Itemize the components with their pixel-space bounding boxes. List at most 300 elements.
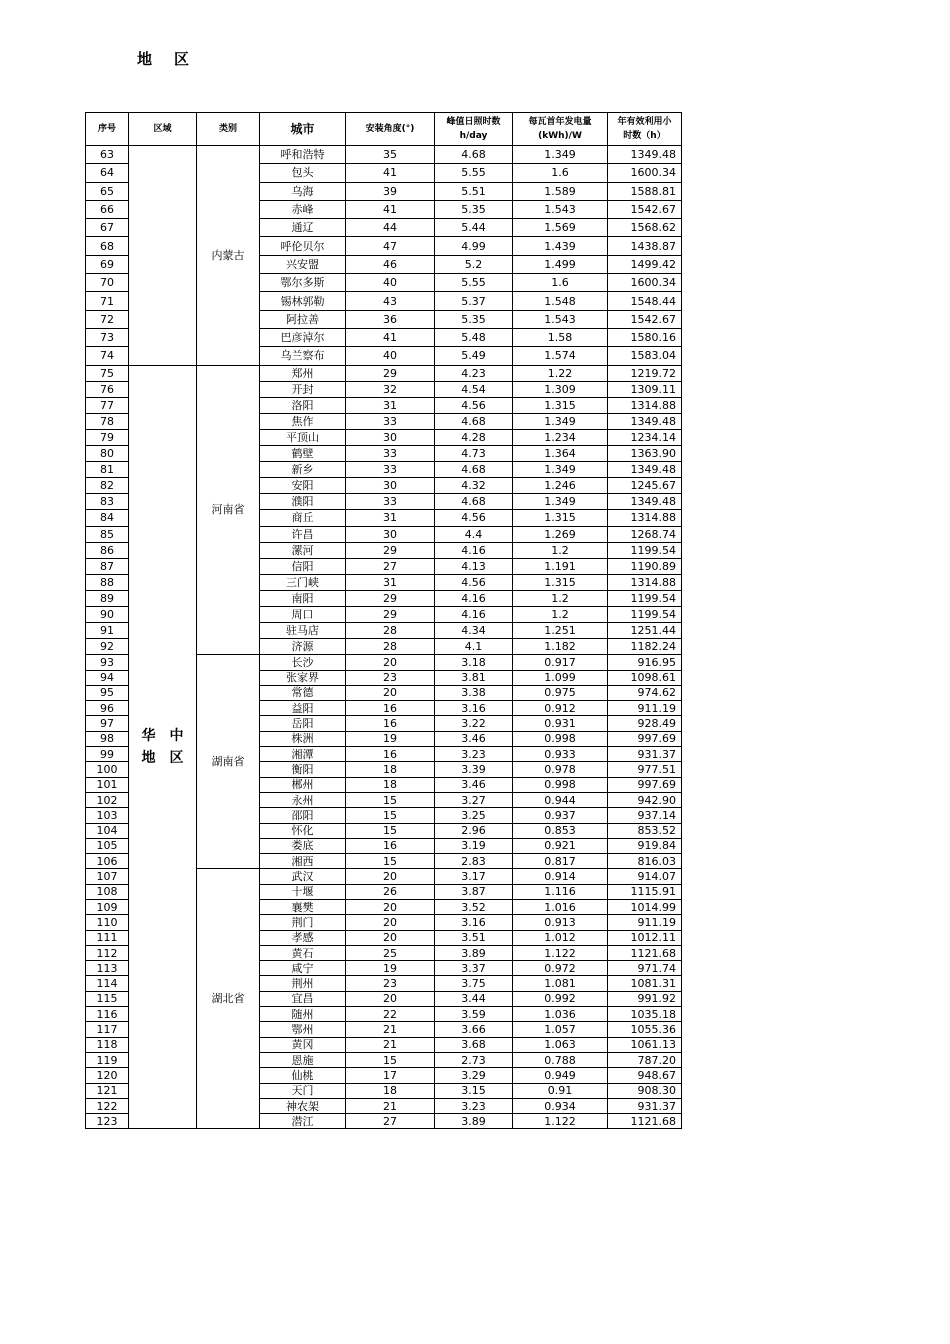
cell-sun-hours: 4.56: [435, 510, 513, 526]
cell-util-hours: 1349.48: [608, 494, 682, 510]
cell-util-hours: 1061.13: [608, 1037, 682, 1052]
cell-city: 湘潭: [260, 747, 346, 762]
cell-angle: 33: [346, 413, 435, 429]
cell-util-hours: 919.84: [608, 838, 682, 853]
cell-sun-hours: 5.2: [435, 255, 513, 273]
cell-angle: 15: [346, 854, 435, 869]
cell-kwh: 1.574: [513, 347, 608, 365]
cell-sun-hours: 4.13: [435, 558, 513, 574]
cell-util-hours: 1542.67: [608, 200, 682, 218]
cell-angle: 26: [346, 884, 435, 899]
cell-index: 94: [86, 670, 129, 685]
cell-index: 92: [86, 639, 129, 655]
cell-sun-hours: 4.1: [435, 639, 513, 655]
cell-index: 115: [86, 991, 129, 1006]
cell-angle: 15: [346, 1052, 435, 1067]
cell-index: 81: [86, 462, 129, 478]
cell-sun-hours: 3.25: [435, 808, 513, 823]
cell-angle: 30: [346, 478, 435, 494]
heading-char-2: 区: [174, 50, 190, 68]
cell-sun-hours: 3.15: [435, 1083, 513, 1098]
cell-city: 娄底: [260, 838, 346, 853]
cell-index: 72: [86, 310, 129, 328]
cell-angle: 33: [346, 446, 435, 462]
cell-kwh: 1.543: [513, 200, 608, 218]
cell-angle: 20: [346, 869, 435, 884]
cell-angle: 20: [346, 991, 435, 1006]
cell-kwh: 1.315: [513, 510, 608, 526]
cell-angle: 30: [346, 526, 435, 542]
cell-util-hours: 1115.91: [608, 884, 682, 899]
cell-kwh: 1.246: [513, 478, 608, 494]
cell-kwh: 1.315: [513, 574, 608, 590]
cell-util-hours: 1363.90: [608, 446, 682, 462]
cell-angle: 36: [346, 310, 435, 328]
cell-util-hours: 1499.42: [608, 255, 682, 273]
cell-index: 101: [86, 777, 129, 792]
cell-city: 永州: [260, 792, 346, 807]
header-area: 区域: [129, 113, 197, 146]
cell-index: 91: [86, 623, 129, 639]
table-row: [86, 146, 682, 164]
cell-util-hours: 931.37: [608, 747, 682, 762]
cell-util-hours: 971.74: [608, 961, 682, 976]
cell-util-hours: 997.69: [608, 731, 682, 746]
cell-city: 洛阳: [260, 397, 346, 413]
cell-util-hours: 1600.34: [608, 274, 682, 292]
cell-angle: 21: [346, 1022, 435, 1037]
cell-angle: 27: [346, 1114, 435, 1129]
cell-kwh: 1.116: [513, 884, 608, 899]
cell-util-hours: 911.19: [608, 701, 682, 716]
cell-kwh: 0.91: [513, 1083, 608, 1098]
cell-kwh: 1.016: [513, 900, 608, 915]
cell-index: 105: [86, 838, 129, 853]
cell-kwh: 0.937: [513, 808, 608, 823]
cell-index: 75: [86, 365, 129, 381]
cell-sun-hours: 5.55: [435, 274, 513, 292]
cell-index: 85: [86, 526, 129, 542]
cell-angle: 25: [346, 945, 435, 960]
cell-city: 信阳: [260, 558, 346, 574]
cell-sun-hours: 3.22: [435, 716, 513, 731]
cell-angle: 20: [346, 900, 435, 915]
cell-sun-hours: 3.66: [435, 1022, 513, 1037]
cell-sun-hours: 3.23: [435, 747, 513, 762]
cell-util-hours: 931.37: [608, 1098, 682, 1113]
cell-sun-hours: 3.18: [435, 655, 513, 670]
cell-util-hours: 1583.04: [608, 347, 682, 365]
cell-city: 邵阳: [260, 808, 346, 823]
category-cell: 内蒙古: [197, 146, 260, 366]
cell-sun-hours: 5.37: [435, 292, 513, 310]
cell-city: 鄂州: [260, 1022, 346, 1037]
cell-kwh: 1.012: [513, 930, 608, 945]
cell-index: 77: [86, 397, 129, 413]
cell-city: 周口: [260, 606, 346, 622]
solar-data-table: [85, 112, 682, 1129]
cell-index: 86: [86, 542, 129, 558]
cell-util-hours: 1309.11: [608, 381, 682, 397]
cell-kwh: 1.349: [513, 413, 608, 429]
cell-index: 104: [86, 823, 129, 838]
cell-angle: 22: [346, 1007, 435, 1022]
cell-city: 鹤壁: [260, 446, 346, 462]
cell-index: 80: [86, 446, 129, 462]
cell-sun-hours: 4.68: [435, 462, 513, 478]
cell-index: 95: [86, 685, 129, 700]
cell-index: 70: [86, 274, 129, 292]
cell-sun-hours: 3.52: [435, 900, 513, 915]
cell-sun-hours: 3.46: [435, 777, 513, 792]
cell-index: 68: [86, 237, 129, 255]
cell-index: 107: [86, 869, 129, 884]
cell-sun-hours: 3.51: [435, 930, 513, 945]
cell-kwh: 1.269: [513, 526, 608, 542]
cell-angle: 16: [346, 701, 435, 716]
cell-angle: 20: [346, 930, 435, 945]
cell-index: 119: [86, 1052, 129, 1067]
cell-angle: 15: [346, 808, 435, 823]
cell-kwh: 1.499: [513, 255, 608, 273]
header-city: 城市: [260, 113, 346, 146]
cell-sun-hours: 4.16: [435, 590, 513, 606]
cell-city: 恩施: [260, 1052, 346, 1067]
cell-sun-hours: 3.37: [435, 961, 513, 976]
cell-util-hours: 1542.67: [608, 310, 682, 328]
cell-city: 武汉: [260, 869, 346, 884]
cell-angle: 21: [346, 1037, 435, 1052]
cell-sun-hours: 2.83: [435, 854, 513, 869]
cell-util-hours: 977.51: [608, 762, 682, 777]
cell-util-hours: 853.52: [608, 823, 682, 838]
cell-kwh: 1.099: [513, 670, 608, 685]
cell-util-hours: 1055.36: [608, 1022, 682, 1037]
cell-kwh: 1.191: [513, 558, 608, 574]
cell-city: 焦作: [260, 413, 346, 429]
cell-util-hours: 1182.24: [608, 639, 682, 655]
cell-util-hours: 991.92: [608, 991, 682, 1006]
cell-city: 赤峰: [260, 200, 346, 218]
cell-kwh: 0.853: [513, 823, 608, 838]
cell-index: 123: [86, 1114, 129, 1129]
cell-angle: 20: [346, 915, 435, 930]
cell-sun-hours: 3.38: [435, 685, 513, 700]
cell-util-hours: 1035.18: [608, 1007, 682, 1022]
cell-city: 南阳: [260, 590, 346, 606]
cell-index: 100: [86, 762, 129, 777]
header-category: 类别: [197, 113, 260, 146]
cell-index: 78: [86, 413, 129, 429]
cell-city: 漯河: [260, 542, 346, 558]
cell-kwh: 1.251: [513, 623, 608, 639]
cell-kwh: 1.589: [513, 182, 608, 200]
cell-kwh: 1.036: [513, 1007, 608, 1022]
cell-sun-hours: 4.34: [435, 623, 513, 639]
cell-city: 十堰: [260, 884, 346, 899]
cell-sun-hours: 4.73: [435, 446, 513, 462]
cell-sun-hours: 4.54: [435, 381, 513, 397]
cell-angle: 15: [346, 792, 435, 807]
cell-index: 76: [86, 381, 129, 397]
cell-city: 开封: [260, 381, 346, 397]
cell-kwh: 0.933: [513, 747, 608, 762]
cell-sun-hours: 4.68: [435, 494, 513, 510]
header-util-hours: 年有效利用小 时数（h）: [608, 113, 682, 146]
cell-util-hours: 1245.67: [608, 478, 682, 494]
cell-angle: 29: [346, 542, 435, 558]
cell-kwh: 1.309: [513, 381, 608, 397]
cell-kwh: 1.439: [513, 237, 608, 255]
cell-index: 88: [86, 574, 129, 590]
cell-city: 孝感: [260, 930, 346, 945]
cell-util-hours: 1438.87: [608, 237, 682, 255]
cell-angle: 18: [346, 1083, 435, 1098]
cell-index: 64: [86, 164, 129, 182]
cell-util-hours: 1121.68: [608, 1114, 682, 1129]
cell-angle: 18: [346, 777, 435, 792]
cell-kwh: 0.917: [513, 655, 608, 670]
cell-util-hours: 1349.48: [608, 413, 682, 429]
cell-util-hours: 1548.44: [608, 292, 682, 310]
region-cell-central-china: [129, 365, 197, 1129]
cell-index: 97: [86, 716, 129, 731]
cell-city: 新乡: [260, 462, 346, 478]
table-row: [86, 365, 682, 381]
cell-city: 阿拉善: [260, 310, 346, 328]
cell-city: 株洲: [260, 731, 346, 746]
cell-kwh: 1.2: [513, 606, 608, 622]
cell-util-hours: 1014.99: [608, 900, 682, 915]
cell-sun-hours: 4.32: [435, 478, 513, 494]
cell-util-hours: 1012.11: [608, 930, 682, 945]
cell-kwh: 1.2: [513, 590, 608, 606]
cell-util-hours: 997.69: [608, 777, 682, 792]
cell-sun-hours: 4.68: [435, 413, 513, 429]
cell-city: 兴安盟: [260, 255, 346, 273]
cell-util-hours: 1580.16: [608, 328, 682, 346]
cell-kwh: 0.921: [513, 838, 608, 853]
cell-kwh: 1.081: [513, 976, 608, 991]
cell-city: 乌兰察布: [260, 347, 346, 365]
cell-util-hours: 1314.88: [608, 510, 682, 526]
cell-angle: 20: [346, 685, 435, 700]
cell-kwh: 0.998: [513, 731, 608, 746]
cell-city: 呼伦贝尔: [260, 237, 346, 255]
cell-angle: 20: [346, 655, 435, 670]
cell-sun-hours: 3.29: [435, 1068, 513, 1083]
cell-sun-hours: 2.96: [435, 823, 513, 838]
category-cell: 河南省: [197, 365, 260, 655]
cell-angle: 29: [346, 590, 435, 606]
cell-util-hours: 1121.68: [608, 945, 682, 960]
cell-city: 济源: [260, 639, 346, 655]
cell-angle: 40: [346, 274, 435, 292]
cell-sun-hours: 3.75: [435, 976, 513, 991]
cell-kwh: 1.569: [513, 219, 608, 237]
cell-city: 衡阳: [260, 762, 346, 777]
cell-angle: 35: [346, 146, 435, 164]
table-body: [86, 146, 682, 1129]
cell-city: 岳阳: [260, 716, 346, 731]
cell-index: 83: [86, 494, 129, 510]
cell-index: 79: [86, 429, 129, 445]
cell-kwh: 1.063: [513, 1037, 608, 1052]
cell-city: 三门峡: [260, 574, 346, 590]
cell-city: 随州: [260, 1007, 346, 1022]
cell-index: 69: [86, 255, 129, 273]
cell-kwh: 1.349: [513, 462, 608, 478]
cell-sun-hours: 3.46: [435, 731, 513, 746]
cell-sun-hours: 3.44: [435, 991, 513, 1006]
region-cell-blank: [129, 146, 197, 366]
cell-angle: 21: [346, 1098, 435, 1113]
cell-util-hours: 948.67: [608, 1068, 682, 1083]
cell-angle: 44: [346, 219, 435, 237]
cell-kwh: 0.934: [513, 1098, 608, 1113]
cell-kwh: 0.944: [513, 792, 608, 807]
cell-kwh: 0.949: [513, 1068, 608, 1083]
cell-index: 71: [86, 292, 129, 310]
cell-index: 120: [86, 1068, 129, 1083]
cell-angle: 31: [346, 574, 435, 590]
cell-city: 郴州: [260, 777, 346, 792]
cell-angle: 23: [346, 976, 435, 991]
cell-index: 117: [86, 1022, 129, 1037]
cell-angle: 19: [346, 731, 435, 746]
cell-angle: 28: [346, 639, 435, 655]
cell-sun-hours: 5.35: [435, 310, 513, 328]
cell-angle: 19: [346, 961, 435, 976]
cell-kwh: 1.122: [513, 945, 608, 960]
cell-kwh: 1.315: [513, 397, 608, 413]
cell-city: 潜江: [260, 1114, 346, 1129]
cell-util-hours: 1268.74: [608, 526, 682, 542]
cell-city: 许昌: [260, 526, 346, 542]
cell-sun-hours: 3.81: [435, 670, 513, 685]
cell-util-hours: 816.03: [608, 854, 682, 869]
cell-util-hours: 1219.72: [608, 365, 682, 381]
cell-angle: 33: [346, 462, 435, 478]
cell-kwh: 1.122: [513, 1114, 608, 1129]
cell-kwh: 0.914: [513, 869, 608, 884]
cell-angle: 29: [346, 365, 435, 381]
page-heading: [137, 48, 189, 69]
cell-city: 锡林郭勒: [260, 292, 346, 310]
header-angle: 安装角度(°): [346, 113, 435, 146]
cell-index: 114: [86, 976, 129, 991]
cell-city: 郑州: [260, 365, 346, 381]
cell-angle: 27: [346, 558, 435, 574]
cell-index: 82: [86, 478, 129, 494]
cell-index: 89: [86, 590, 129, 606]
cell-util-hours: 1199.54: [608, 606, 682, 622]
cell-city: 黄冈: [260, 1037, 346, 1052]
cell-sun-hours: 4.56: [435, 397, 513, 413]
cell-sun-hours: 3.16: [435, 915, 513, 930]
cell-index: 66: [86, 200, 129, 218]
cell-city: 平顶山: [260, 429, 346, 445]
cell-index: 112: [86, 945, 129, 960]
cell-city: 驻马店: [260, 623, 346, 639]
cell-sun-hours: 4.23: [435, 365, 513, 381]
cell-index: 99: [86, 747, 129, 762]
cell-angle: 18: [346, 762, 435, 777]
cell-city: 宜昌: [260, 991, 346, 1006]
cell-util-hours: 928.49: [608, 716, 682, 731]
cell-kwh: 0.975: [513, 685, 608, 700]
cell-sun-hours: 3.89: [435, 945, 513, 960]
cell-util-hours: 1314.88: [608, 397, 682, 413]
cell-angle: 17: [346, 1068, 435, 1083]
cell-city: 荆门: [260, 915, 346, 930]
cell-index: 122: [86, 1098, 129, 1113]
cell-angle: 28: [346, 623, 435, 639]
cell-angle: 41: [346, 200, 435, 218]
cell-city: 黄石: [260, 945, 346, 960]
cell-util-hours: 787.20: [608, 1052, 682, 1067]
cell-kwh: 1.548: [513, 292, 608, 310]
cell-util-hours: 1349.48: [608, 462, 682, 478]
cell-kwh: 0.998: [513, 777, 608, 792]
cell-kwh: 1.349: [513, 494, 608, 510]
cell-sun-hours: 4.68: [435, 146, 513, 164]
cell-city: 荆州: [260, 976, 346, 991]
cell-sun-hours: 3.17: [435, 869, 513, 884]
cell-util-hours: 937.14: [608, 808, 682, 823]
cell-sun-hours: 5.55: [435, 164, 513, 182]
cell-angle: 23: [346, 670, 435, 685]
cell-index: 90: [86, 606, 129, 622]
cell-city: 益阳: [260, 701, 346, 716]
cell-util-hours: 1349.48: [608, 146, 682, 164]
cell-util-hours: 1098.61: [608, 670, 682, 685]
cell-index: 109: [86, 900, 129, 915]
cell-sun-hours: 3.89: [435, 1114, 513, 1129]
cell-kwh: 0.788: [513, 1052, 608, 1067]
cell-angle: 31: [346, 397, 435, 413]
cell-sun-hours: 3.16: [435, 701, 513, 716]
cell-city: 咸宁: [260, 961, 346, 976]
cell-index: 93: [86, 655, 129, 670]
cell-kwh: 1.2: [513, 542, 608, 558]
category-cell: 湖南省: [197, 655, 260, 869]
region-label-line-2: 地 区: [141, 750, 184, 766]
cell-util-hours: 1199.54: [608, 590, 682, 606]
cell-city: 呼和浩特: [260, 146, 346, 164]
cell-index: 65: [86, 182, 129, 200]
cell-util-hours: 914.07: [608, 869, 682, 884]
cell-kwh: 1.6: [513, 274, 608, 292]
cell-angle: 41: [346, 164, 435, 182]
cell-sun-hours: 3.39: [435, 762, 513, 777]
cell-kwh: 0.931: [513, 716, 608, 731]
cell-index: 74: [86, 347, 129, 365]
cell-kwh: 1.057: [513, 1022, 608, 1037]
cell-angle: 15: [346, 823, 435, 838]
cell-util-hours: 1600.34: [608, 164, 682, 182]
cell-util-hours: 1251.44: [608, 623, 682, 639]
cell-index: 111: [86, 930, 129, 945]
header-index: 序号: [86, 113, 129, 146]
cell-util-hours: 911.19: [608, 915, 682, 930]
cell-index: 84: [86, 510, 129, 526]
cell-kwh: 1.6: [513, 164, 608, 182]
table-header-row: [86, 113, 682, 146]
cell-kwh: 1.234: [513, 429, 608, 445]
cell-city: 天门: [260, 1083, 346, 1098]
cell-angle: 39: [346, 182, 435, 200]
